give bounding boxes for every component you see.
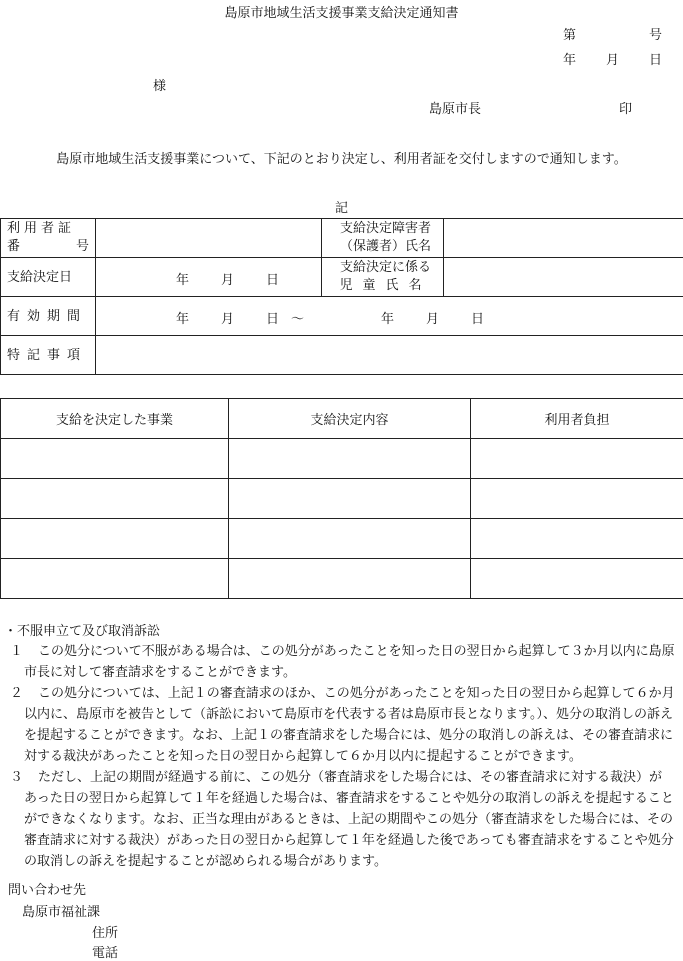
recipient-label: 支給決定障害者 （保護者）氏名 xyxy=(322,219,444,258)
remarks-label: 特記事項 xyxy=(1,336,96,375)
contact-phone: 電話 xyxy=(92,942,118,961)
table-row xyxy=(1,519,683,559)
decision-date-value: 年 月 日 xyxy=(96,258,322,297)
service-table xyxy=(0,398,683,599)
validity-value: 年 月 日 ～ 年 月 日 xyxy=(96,297,683,336)
appeal-item-2: ２ この処分については、上記１の審査請求のほか、この処分があったことを知った日の翌日から起算して６か月以内に、島原市を被告として（訴訟において島原市を代表する者は島原市長となります。）、処分の取消しの訴えを提起することができます。なお、上記１の審査請求をした場合には、処分の取消しの訴えは、その審査請求に対する裁決があったことを知った日の翌日から起算して６か月以内に提起することができます。 xyxy=(10,683,675,767)
child-value xyxy=(444,258,683,297)
table-row xyxy=(1,336,683,375)
number-suffix: 号 xyxy=(649,24,662,43)
date-day: 日 xyxy=(649,49,662,68)
contact-address: 住所 xyxy=(92,922,118,941)
contact-dept: 島原市福祉課 xyxy=(22,901,100,920)
ki-heading: 記 xyxy=(0,197,683,216)
intro-text: 島原市地域生活支援事業について、下記のとおり決定し、利用者証を交付しますので通知します。 xyxy=(0,148,683,167)
recipient-value xyxy=(444,219,683,258)
decision-date-label: 支給決定日 xyxy=(1,258,96,297)
document-title: 島原市地域生活支援事業支給決定通知書 xyxy=(0,2,683,21)
validity-label: 有効期間 xyxy=(1,297,96,336)
header-burden: 利用者負担 xyxy=(471,399,683,439)
appeal-item-3: ３ ただし、上記の期間が経過する前に、この処分（審査請求をした場合には、その審査請求に対する裁決）があった日の翌日から起算して１年を経過した場合は、審査請求をすることや処分の取消しの訴えを提起することができなくなります。なお、正当な理由があるときは、上記の期間やこの処分（審査請求をした場合には、その審査請求に対する裁決）があった日の翌日から起算して１年を経過した後であっても審査請求をすることや処分の取消しの訴えを提起することが認められる場合があります。 xyxy=(10,767,675,872)
table-row xyxy=(1,297,683,336)
appeal-item-1: １ この処分について不服がある場合は、この処分があったことを知った日の翌日から起算して３か月以内に島原市長に対して審査請求をすることができます。 xyxy=(10,641,675,683)
table-row xyxy=(1,439,683,479)
appeal-heading: ・不服申立て及び取消訴訟 xyxy=(4,621,160,642)
header-content: 支給決定内容 xyxy=(229,399,471,439)
date-year: 年 xyxy=(563,49,576,68)
table-row xyxy=(1,479,683,519)
header-service: 支給を決定した事業 xyxy=(1,399,229,439)
table-header-row xyxy=(1,399,683,439)
table-row xyxy=(1,258,683,297)
contact-heading: 問い合わせ先 xyxy=(8,879,86,898)
issuer: 島原市長 xyxy=(429,98,481,117)
seal-mark: 印 xyxy=(619,98,632,117)
table-row xyxy=(1,219,683,258)
info-table xyxy=(0,218,683,375)
number-prefix: 第 xyxy=(563,24,576,43)
addressee-sama: 様 xyxy=(153,75,166,94)
child-label: 支給決定に係る 児童氏名 xyxy=(322,258,444,297)
date-month: 月 xyxy=(606,49,619,68)
remarks-value xyxy=(96,336,683,375)
cert-no-value xyxy=(96,219,322,258)
table-row xyxy=(1,559,683,599)
cert-no-label: 利用者証 番 号 xyxy=(1,219,96,258)
